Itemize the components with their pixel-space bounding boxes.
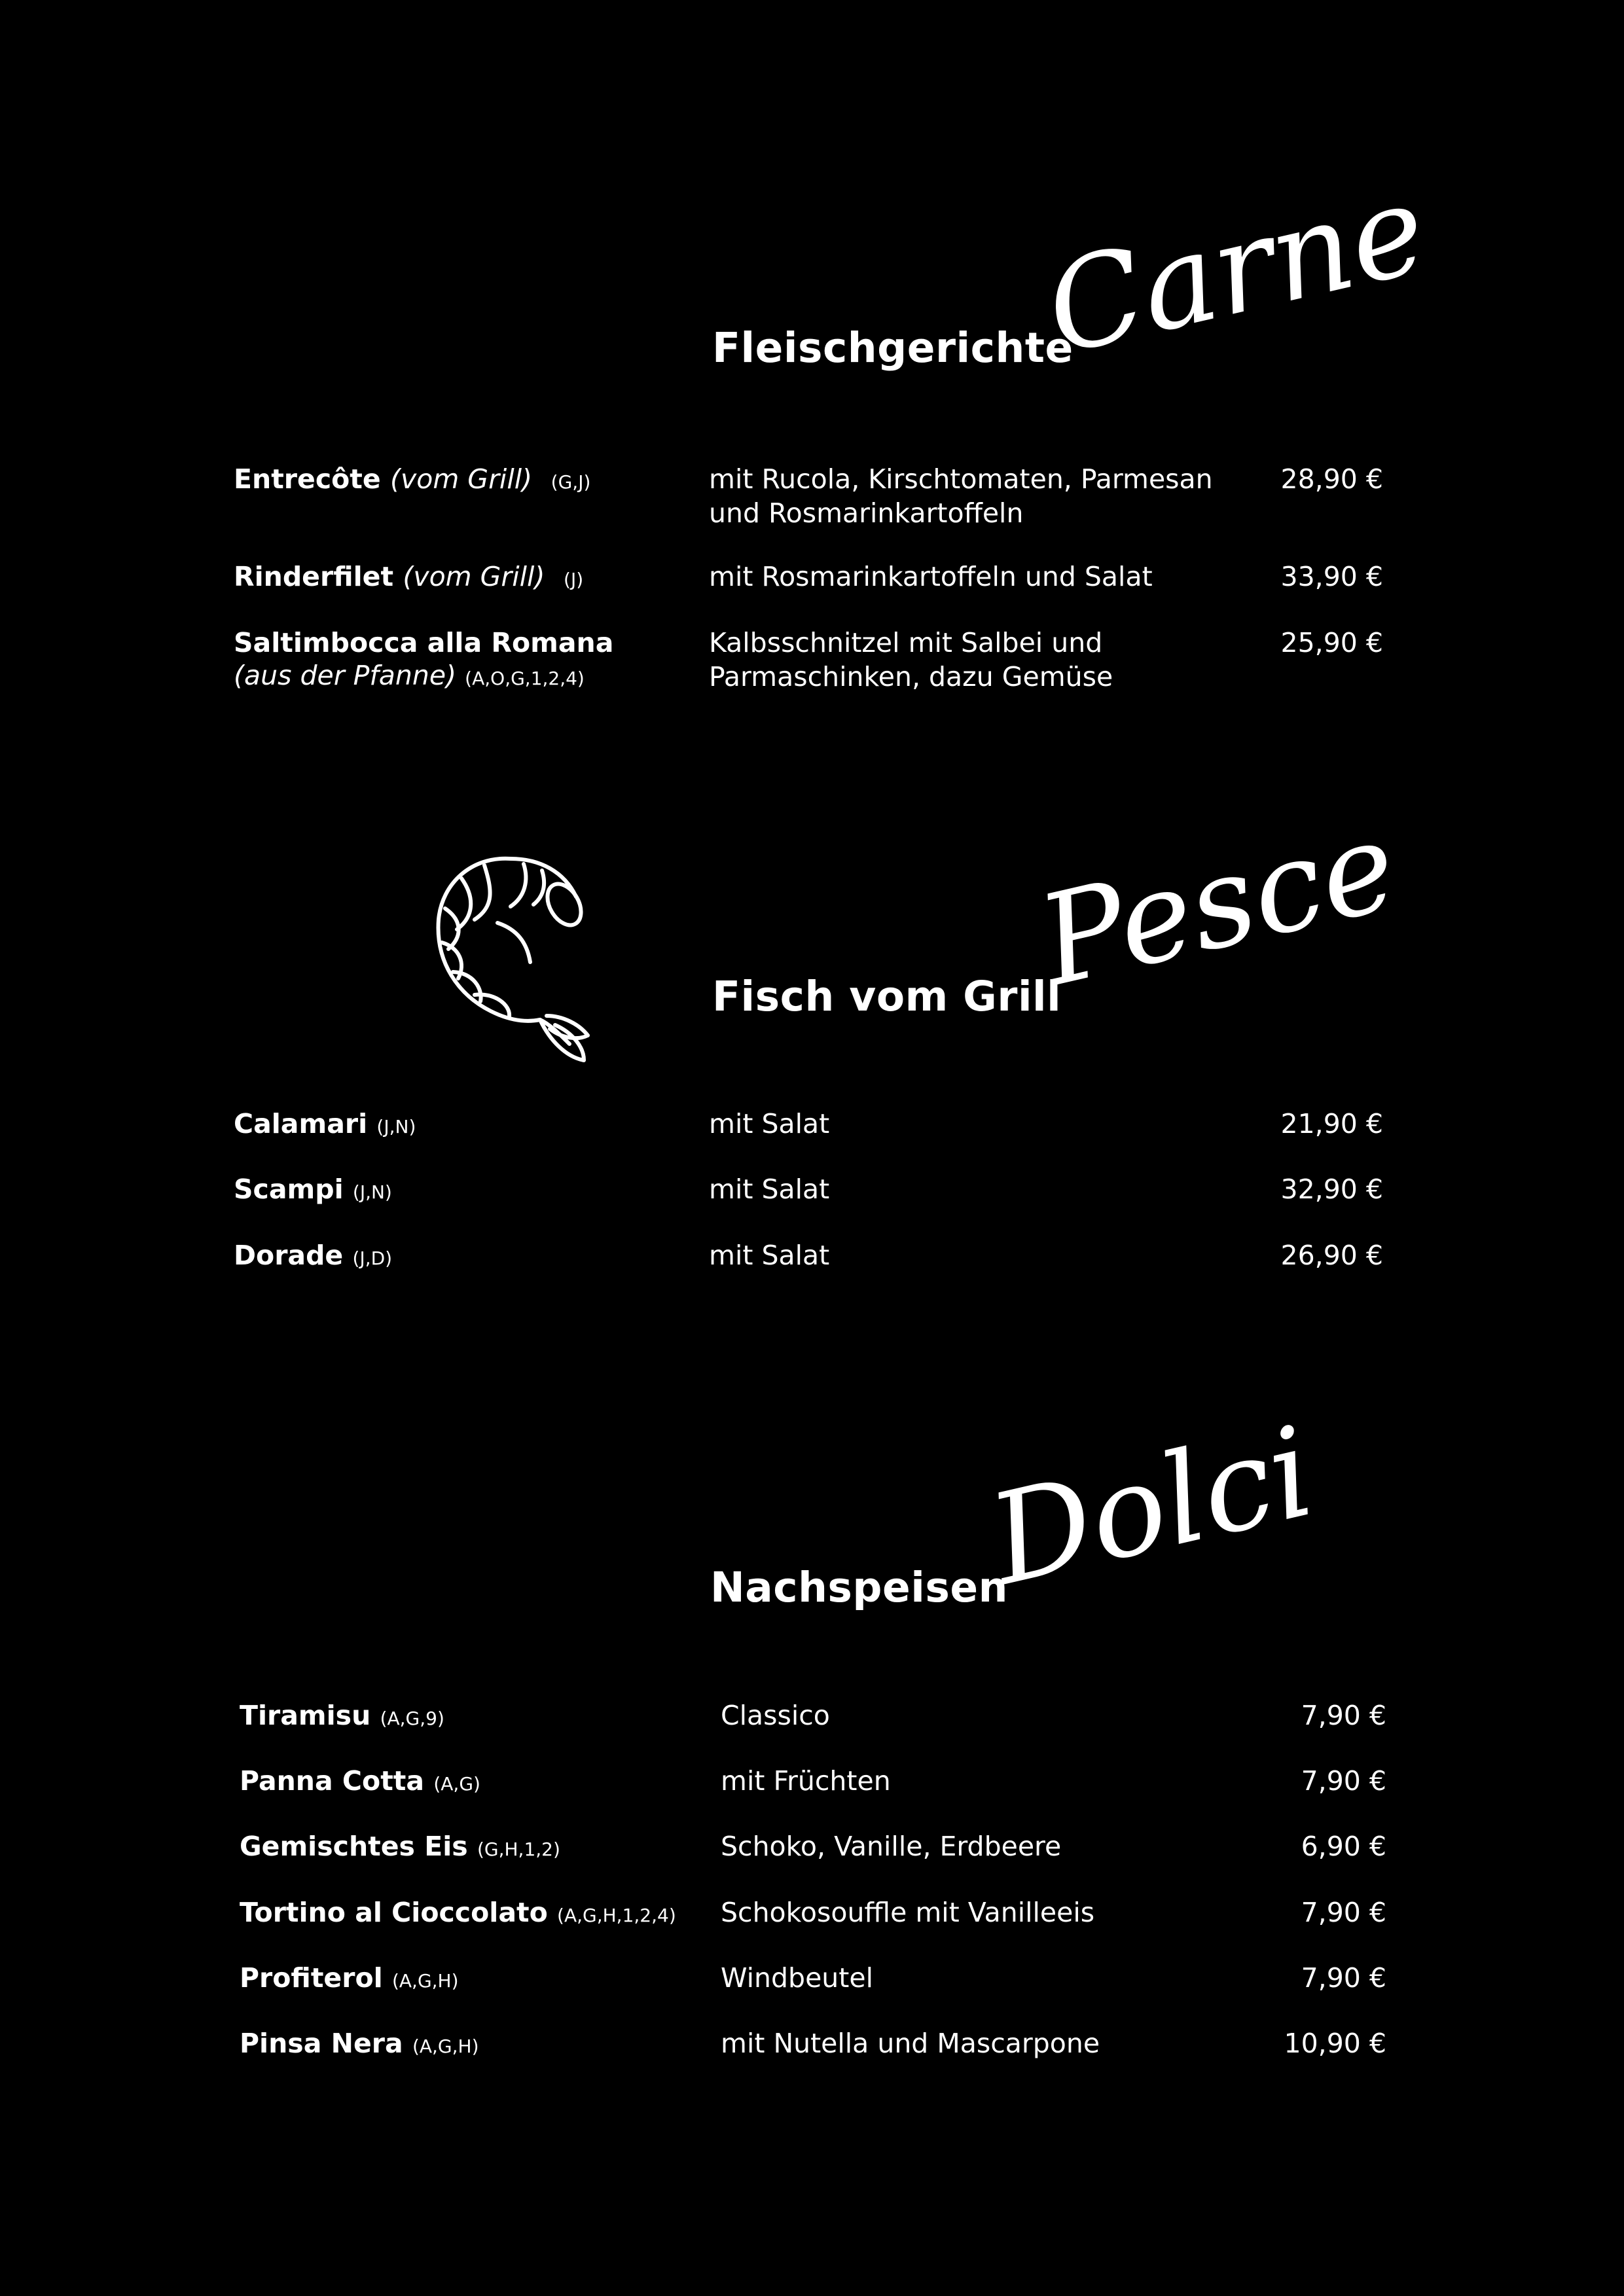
menu-item-name: Calamari (J,N) <box>234 1108 416 1139</box>
menu-item-price: 25,90 € <box>1280 627 1383 658</box>
menu-item-note: (aus der Pfanne) (A,O,G,1,2,4) <box>234 660 585 691</box>
menu-item-name: Pinsa Nera (A,G,H) <box>240 2028 479 2059</box>
shrimp-icon <box>412 844 596 1067</box>
menu-item-price: 7,90 € <box>1301 1897 1386 1928</box>
section-heading-pesce: Fisch vom Grill <box>712 973 1062 1020</box>
menu-item-price: 28,90 € <box>1280 463 1383 495</box>
menu-item-description: mit Salat <box>709 1174 830 1205</box>
menu-item-name: Saltimbocca alla Romana <box>234 627 614 658</box>
menu-item-name: Tortino al Cioccolato (A,G,H,1,2,4) <box>240 1897 676 1928</box>
menu-item-price: 7,90 € <box>1301 1700 1386 1731</box>
menu-item-description: mit Rosmarinkartoffeln und Salat <box>709 561 1153 592</box>
script-title-dolci: Dolci <box>977 1399 1326 1613</box>
script-title-pesce: Pesce <box>1026 792 1409 1014</box>
menu-item-description: Kalbsschnitzel mit Salbei und Parmaschinken, dazu Gemüse <box>709 627 1113 692</box>
menu-item-name: Entrecôte (vom Grill) (G,J) <box>234 463 591 495</box>
menu-item-name: Tiramisu (A,G,9) <box>240 1700 444 1731</box>
menu-item-description: Schokosouffle mit Vanilleeis <box>721 1897 1095 1928</box>
menu-item-name: Scampi (J,N) <box>234 1174 392 1205</box>
menu-item-name: Rinderfilet (vom Grill) (J) <box>234 561 584 592</box>
menu-item-description: Schoko, Vanille, Erdbeere <box>721 1831 1062 1862</box>
menu-item-price: 6,90 € <box>1301 1831 1386 1862</box>
menu-item-description: mit Rucola, Kirschtomaten, Parmesan und Rosmarinkartoffeln <box>709 463 1213 529</box>
menu-item-price: 7,90 € <box>1301 1962 1386 1994</box>
script-title-carne: Carne <box>1033 155 1439 383</box>
menu-item-description: mit Früchten <box>721 1765 891 1797</box>
menu-item-price: 26,90 € <box>1280 1240 1383 1271</box>
menu-item-name: Panna Cotta (A,G) <box>240 1765 480 1797</box>
menu-item-name: Dorade (J,D) <box>234 1240 393 1271</box>
menu-item-price: 21,90 € <box>1280 1108 1383 1139</box>
menu-item-price: 32,90 € <box>1280 1174 1383 1205</box>
menu-item-name: Profiterol (A,G,H) <box>240 1962 459 1994</box>
menu-item-description: mit Salat <box>709 1240 830 1271</box>
menu-item-price: 10,90 € <box>1284 2028 1386 2059</box>
menu-item-price: 7,90 € <box>1301 1765 1386 1797</box>
menu-item-description: Classico <box>721 1700 830 1731</box>
section-heading-carne: Fleischgerichte <box>712 324 1074 372</box>
section-heading-dolci: Nachspeisen <box>710 1564 1008 1611</box>
menu-item-description: mit Salat <box>709 1108 830 1139</box>
menu-item-price: 33,90 € <box>1280 561 1383 592</box>
menu-item-description: Windbeutel <box>721 1962 873 1994</box>
menu-item-name: Gemischtes Eis (G,H,1,2) <box>240 1831 560 1862</box>
menu-item-description: mit Nutella und Mascarpone <box>721 2028 1100 2059</box>
